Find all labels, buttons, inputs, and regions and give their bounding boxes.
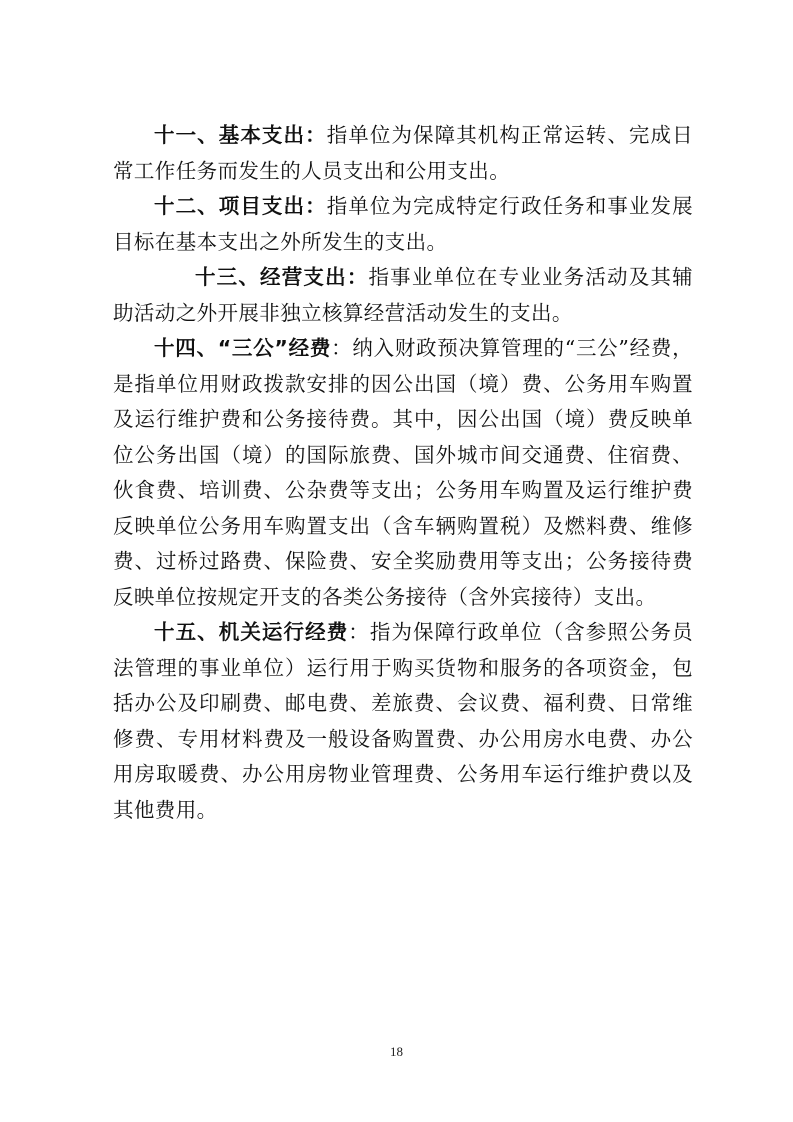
- term-separator: ：: [346, 265, 369, 289]
- term-separator: ：: [305, 194, 327, 218]
- definition-text: 指单位为完成特定行政任务和事业发展目标在基本支出之外所发生的支出。: [113, 194, 693, 254]
- term-separator: ：: [348, 620, 370, 644]
- definition-term: 十三、经营支出: [195, 265, 347, 289]
- definition-term: 十四、“三公”经费: [154, 336, 332, 360]
- definition-paragraph-project-expenditure: [113, 189, 693, 260]
- definition-paragraph-operating-expenditure: [113, 260, 693, 331]
- definition-paragraph-three-public-expenses: [113, 331, 693, 615]
- definition-paragraph-basic-expenditure: [113, 118, 693, 189]
- page-number: 18: [390, 1044, 403, 1059]
- definition-text: 指为保障行政单位（含参照公务员法管理的事业单位）运行用于购买货物和服务的各项资金，包括办公及印刷费、邮电费、差旅费、会议费、福利费、日常维修费、专用材料费及一般设备购置费、办公用房水电费、办公用房取暖费、办公用房物业管理费、公务用车运行维护费以及其他费用。: [113, 620, 693, 822]
- definition-text: 指单位为保障其机构正常运转、完成日常工作任务而发生的人员支出和公用支出。: [113, 123, 693, 183]
- definition-term: 十五、机关运行经费: [154, 620, 349, 644]
- term-separator: ：: [331, 336, 353, 360]
- definition-paragraph-agency-operating-funds: [113, 615, 693, 828]
- document-body: [113, 118, 693, 828]
- definition-term: 十一、基本支出: [154, 123, 306, 147]
- definition-text: 纳入财政预决算管理的“三公”经费，是指单位用财政拨款安排的因公出国（境）费、公务用车购置及运行维护费和公务接待费。其中，因公出国（境）费反映单位公务出国（境）的国际旅费、国外城市间交通费、住宿费、伙食费、培训费、公杂费等支出；公务用车购置及运行维护费反映单位公务用车购置支出（含车辆购置税）及燃料费、维修费、过桥过路费、保险费、安全奖励费用等支出；公务接待费反映单位按规定开支的各类公务接待（含外宾接待）支出。: [113, 336, 694, 609]
- definition-text: 指事业单位在专业业务活动及其辅助活动之外开展非独立核算经营活动发生的支出。: [113, 265, 693, 325]
- term-separator: ：: [305, 123, 327, 147]
- definition-term: 十二、项目支出: [154, 194, 306, 218]
